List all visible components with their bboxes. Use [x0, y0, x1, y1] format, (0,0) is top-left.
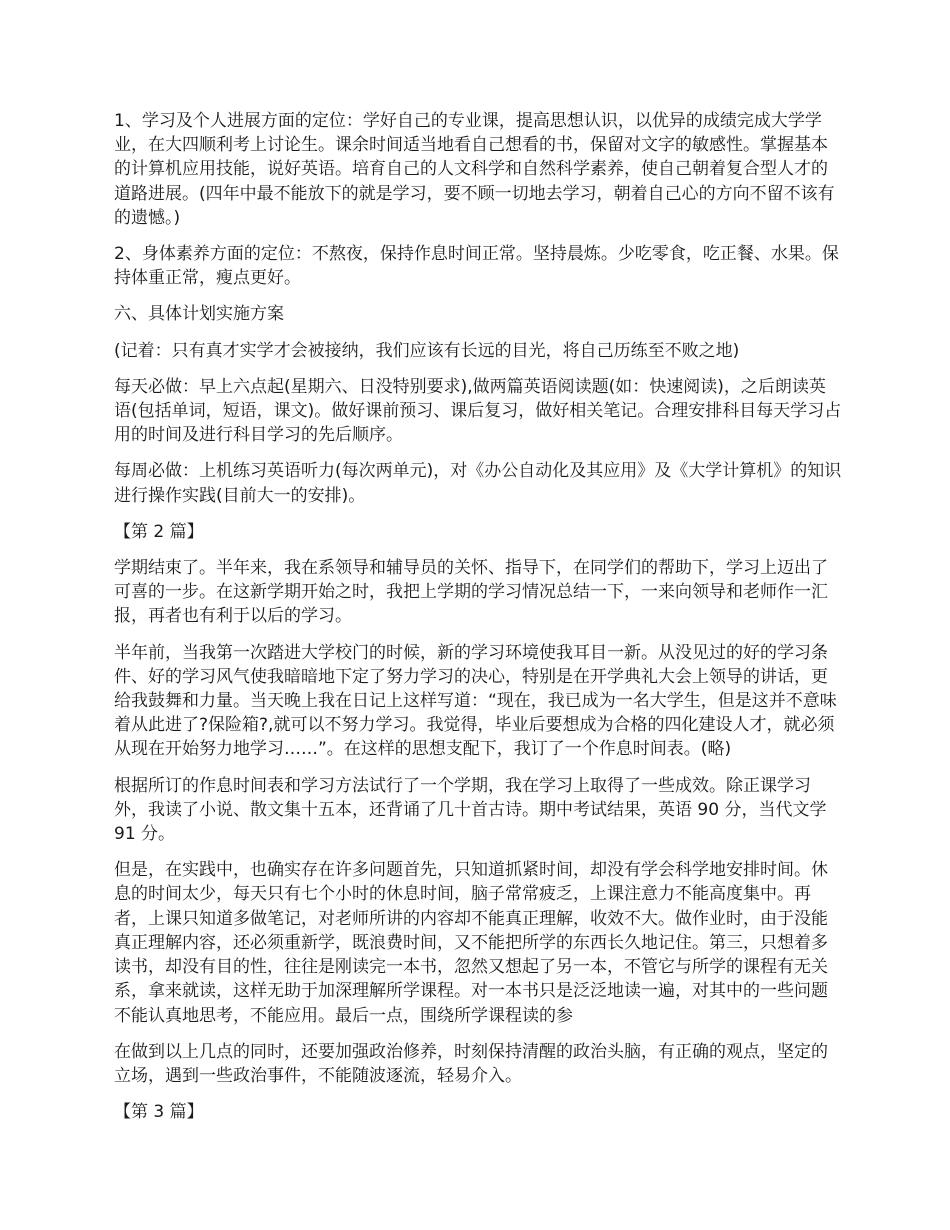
- paragraph-semester-end: 学期结束了。半年来，我在系领导和辅导员的关怀、指导下，在同学们的帮助下，学习上迈出了可喜的一步。在这新学期开始之时，我把上学期的学习情况总结一下，一来向领导和老师作一汇报，再者也有利于以后的学习。: [114, 558, 828, 627]
- paragraph-physical-positioning: 2、身体素养方面的定位：不熬夜，保持作息时间正常。坚持晨炼。少吃零食，吃正餐、水果。保持体重正常，瘦点更好。: [114, 244, 839, 289]
- paragraph-results: 根据所订的作息时间表和学习方法试行了一个学期，我在学习上取得了一些成效。除正课学习外，我读了小说、散文集十五本，还背诵了几十首古诗。期中考试结果，英语 90 分，当代文学 91 分。: [114, 775, 827, 845]
- section-heading-plan: 六、具体计划实施方案: [114, 304, 284, 325]
- document-body: [114, 109, 842, 1136]
- section-heading-part-2: 【第 2 篇】: [114, 521, 204, 542]
- paragraph-problems: 但是，在实践中，也确实存在许多问题首先，只知道抓紧时间，却没有学会科学地安排时间。休息的时间太少，每天只有七个小时的休息时间，脑子常常疲乏，上课注意力不能高度集中。再者，上课只知道多做笔记，对老师所讲的内容却不能真正理解，收效不大。做作业时，由于没能真正理解内容，还必须重新学，既浪费时间，又不能把所学的东西长久地记住。第三，只想着多读书，却没有目的性，往往是刚读完一本书，忽然又想起了另一本，不管它与所学的课程有无关系，拿来就读，这样无助于加深理解所学课程。对一本书只是泛泛地读一遍，对其中的一些问题不能认真地思考，不能应用。最后一点，围绕所学课程读的参: [114, 860, 828, 1026]
- paragraph-daily-tasks: 每天必做：早上六点起(星期六、日没特别要求),做两篇英语阅读题(如：快速阅读)，之后朗读英语(包括单词，短语，课文)。做好课前预习、课后复习，做好相关笔记。合理安排科目每天学习占用的时间及进行科目学习的先后顺序。: [114, 376, 842, 446]
- section-heading-part-3: 【第 3 篇】: [114, 1102, 204, 1123]
- paragraph-half-year-ago: 半年前，当我第一次踏进大学校门的时候，新的学习环境使我耳目一新。从没见过的好的学习条件、好的学习风气使我暗暗地下定了努力学习的决心，特别是在开学典礼大会上领导的讲话，更给我鼓舞和力量。当天晚上我在日记上这样写道：“现在，我已成为一名大学生，但是这并不意味着从此进了?保险箱?,就可以不努力学习。我觉得，毕业后要想成为合格的四化建设人才，就必须从现在开始努力地学习……”。在这样的思想支配下，我订了一个作息时间表。(略): [114, 642, 837, 760]
- paragraph-weekly-tasks: 每周必做：上机练习英语听力(每次两单元)，对《办公自动化及其应用》及《大学计算机》的知识进行操作实践(目前大一的安排)。: [114, 461, 842, 506]
- paragraph-remember-note: (记着：只有真才实学才会被接纳，我们应该有长远的目光，将自己历练至不败之地): [114, 340, 740, 361]
- paragraph-learning-positioning: 1、学习及个人进展方面的定位：学好自己的专业课，提高思想认识，以优异的成绩完成大学学业，在大四顺利考上讨论生。课余时间适当地看自己想看的书，保留对文字的敏感性。掌握基本的计算机应用技能，说好英语。培育自己的人文科学和自然科学素养，使自己朝着复合型人才的道路进展。(四年中最不能放下的就是学习，要不顾一切地去学习，朝着自己心的方向不留不该有的遗憾。): [114, 111, 835, 228]
- paragraph-political-cultivation: 在做到以上几点的同时，还要加强政治修养，时刻保持清醒的政治头脑，有正确的观点，坚定的立场，遇到一些政治事件，不能随波逐流，轻易介入。: [114, 1041, 828, 1086]
